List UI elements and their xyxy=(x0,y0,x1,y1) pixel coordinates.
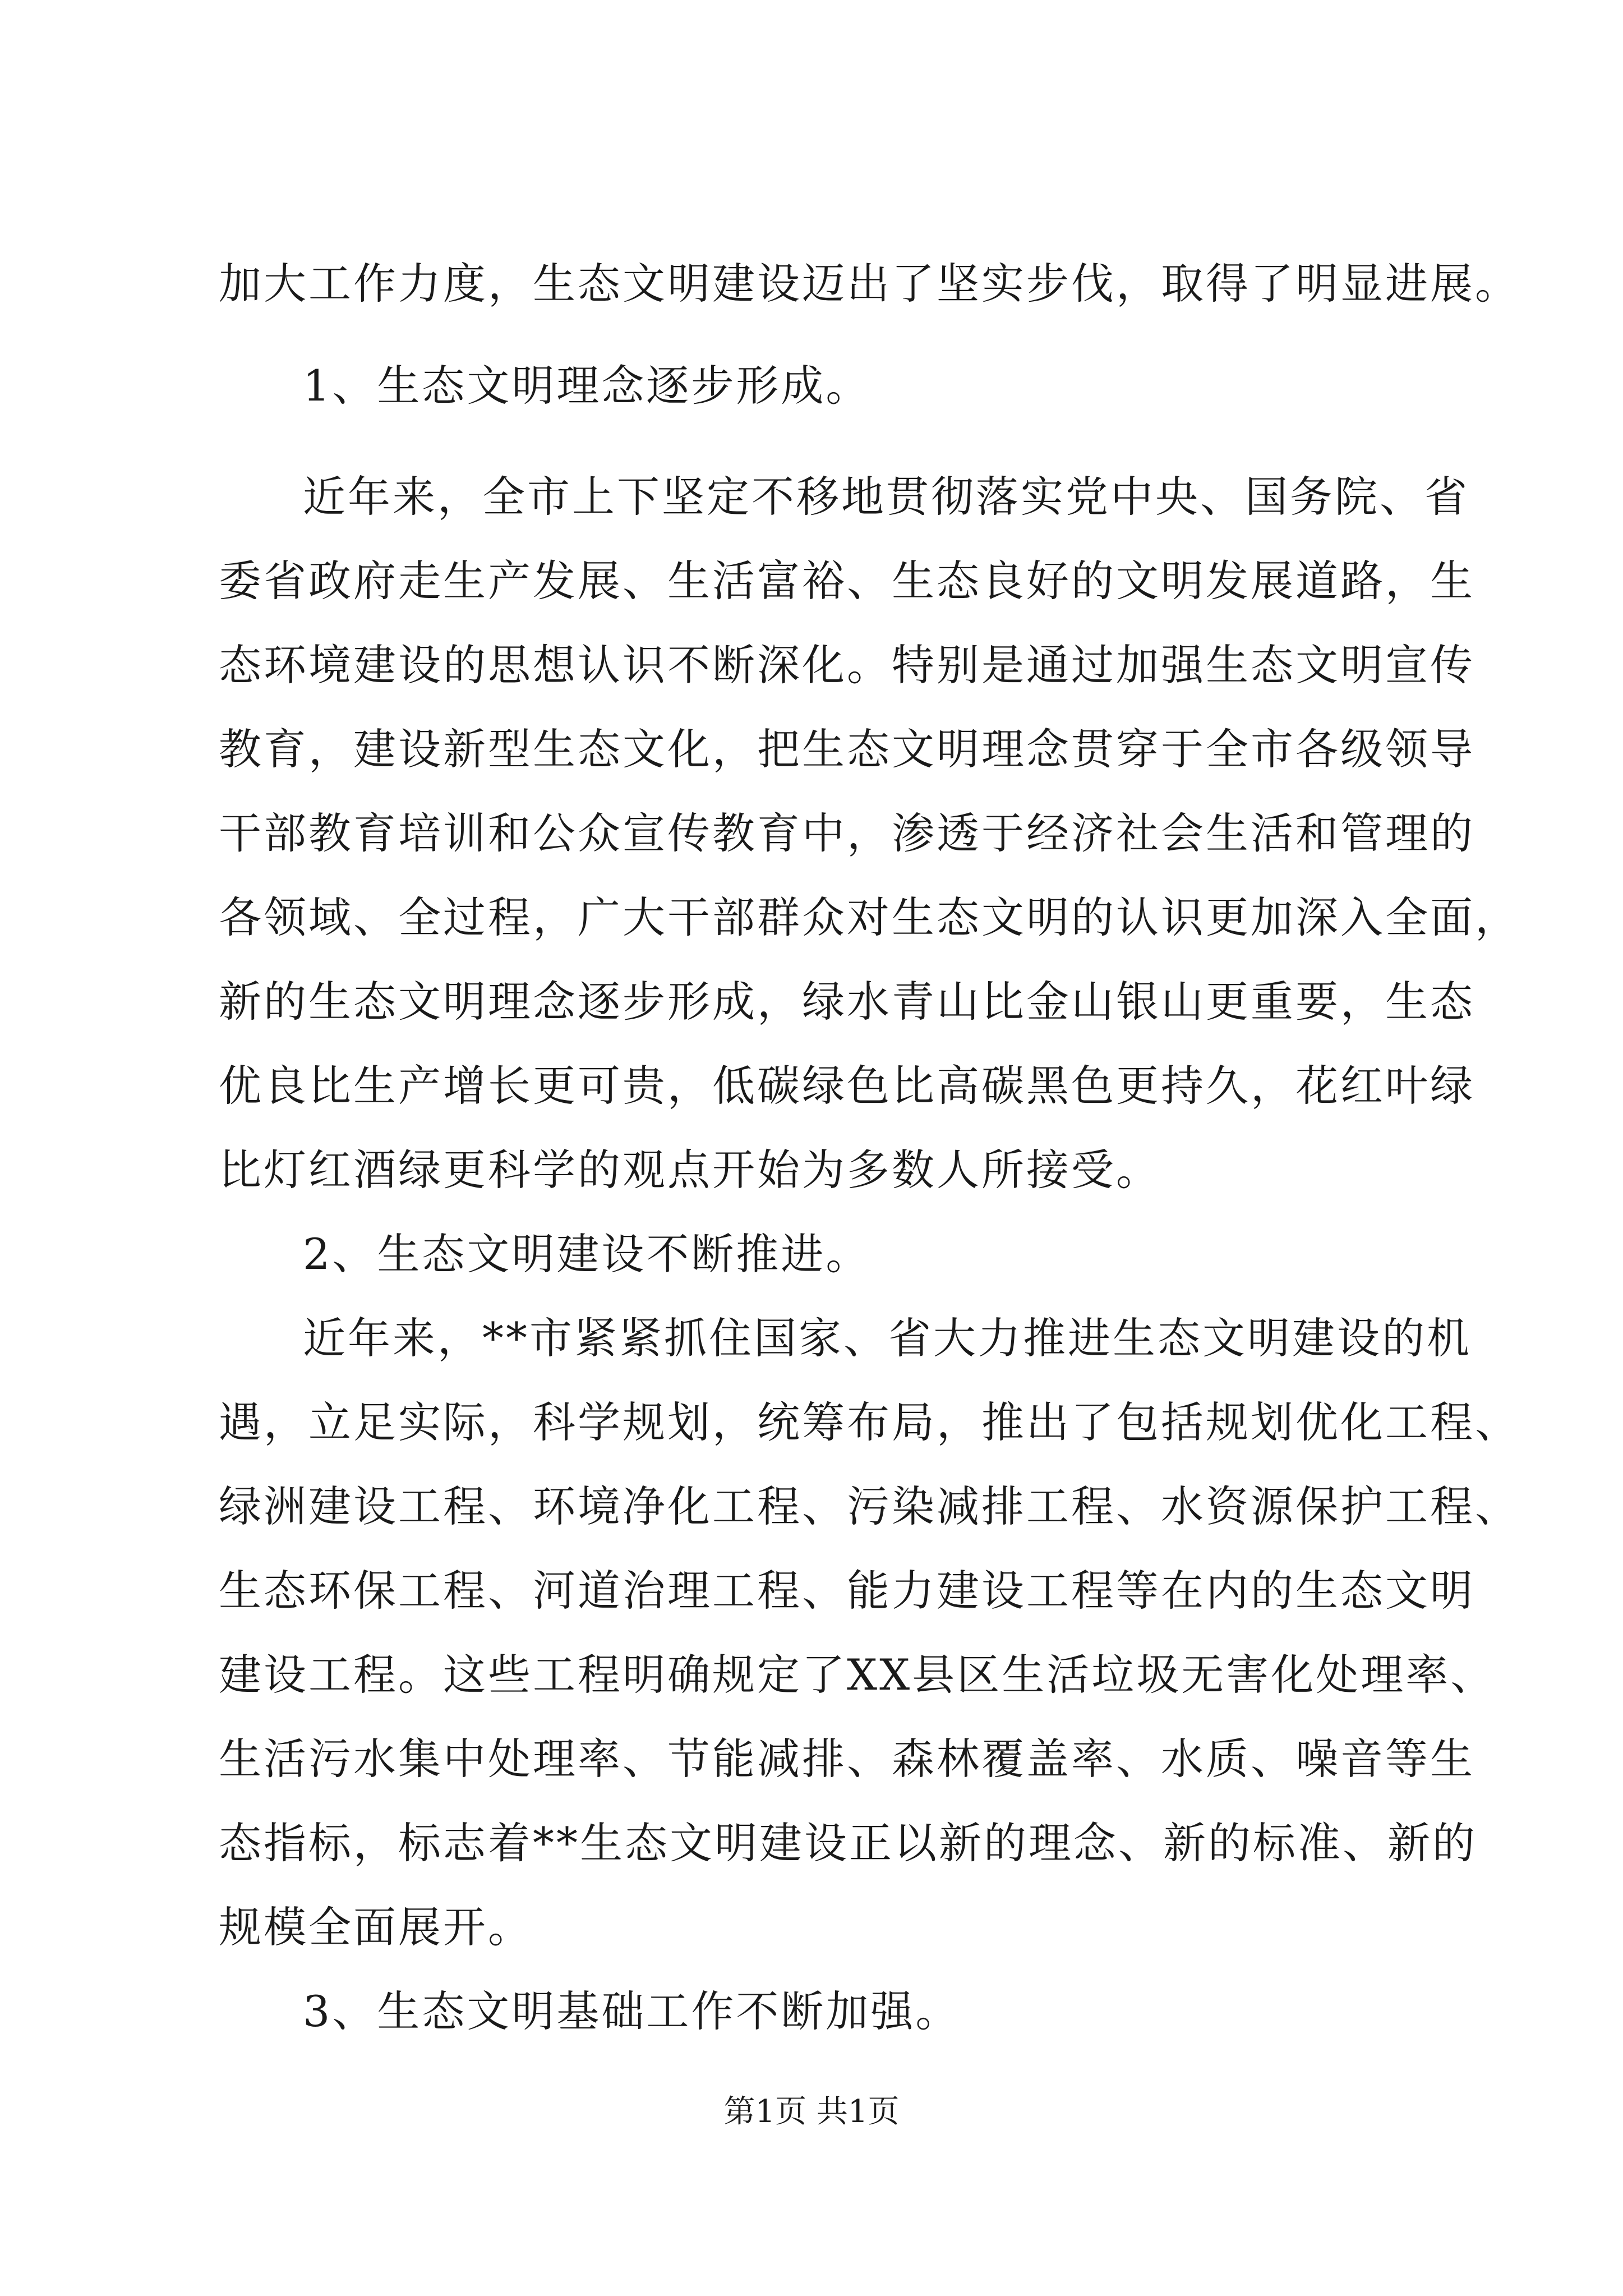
text-line: 建设工程。这些工程明确规定了XX县区生活垃圾无害化处理率、 xyxy=(219,1650,1496,1700)
text-line: 各领域、全过程，广大干部群众对生态文明的认识更加深入全面， xyxy=(219,892,1520,942)
text-line: 态环境建设的思想认识不断深化。特别是通过加强生态文明宣传 xyxy=(219,640,1475,690)
text-line: 新的生态文明理念逐步形成，绿水青山比金山银山更重要，生态 xyxy=(219,977,1475,1027)
text-line: 干部教育培训和公众宣传教育中，渗透于经济社会生活和管理的 xyxy=(219,808,1475,858)
section-heading: 3、生态文明基础工作不断加强。 xyxy=(303,1986,961,2036)
text-line: 优良比生产增长更可贵，低碳绿色比高碳黑色更持久，花红叶绿 xyxy=(219,1061,1475,1111)
text-line: 委省政府走生产发展、生活富裕、生态良好的文明发展道路，生 xyxy=(219,556,1475,606)
text-line: 生活污水集中处理率、节能减排、森林覆盖率、水质、噪音等生 xyxy=(219,1734,1475,1784)
page-footer: 第1页 共1页 xyxy=(723,2093,900,2130)
text-line: 加大工作力度，生态文明建设迈出了坚实步伐，取得了明显进展。 xyxy=(219,259,1520,309)
text-line: 生态环保工程、河道治理工程、能力建设工程等在内的生态文明 xyxy=(219,1566,1475,1616)
section-heading: 2、生态文明建设不断推进。 xyxy=(303,1229,871,1279)
text-line: 教育，建设新型生态文化，把生态文明理念贯穿于全市各级领导 xyxy=(219,724,1475,774)
text-line: 近年来，**市紧紧抓住国家、省大力推进生态文明建设的机 xyxy=(303,1313,1472,1363)
text-line: 比灯红酒绿更科学的观点开始为多数人所接受。 xyxy=(219,1145,1161,1195)
text-line: 近年来，全市上下坚定不移地贯彻落实党中央、国务院、省 xyxy=(303,472,1469,522)
text-line: 遇，立足实际，科学规划，统筹布局，推出了包括规划优化工程、 xyxy=(219,1397,1520,1447)
section-heading: 1、生态文明理念逐步形成。 xyxy=(303,361,871,411)
text-line: 绿洲建设工程、环境净化工程、污染减排工程、水资源保护工程、 xyxy=(219,1481,1520,1531)
text-line: 规模全面展开。 xyxy=(219,1902,533,1952)
text-line: 态指标，标志着**生态文明建设正以新的理念、新的标准、新的 xyxy=(219,1818,1477,1868)
